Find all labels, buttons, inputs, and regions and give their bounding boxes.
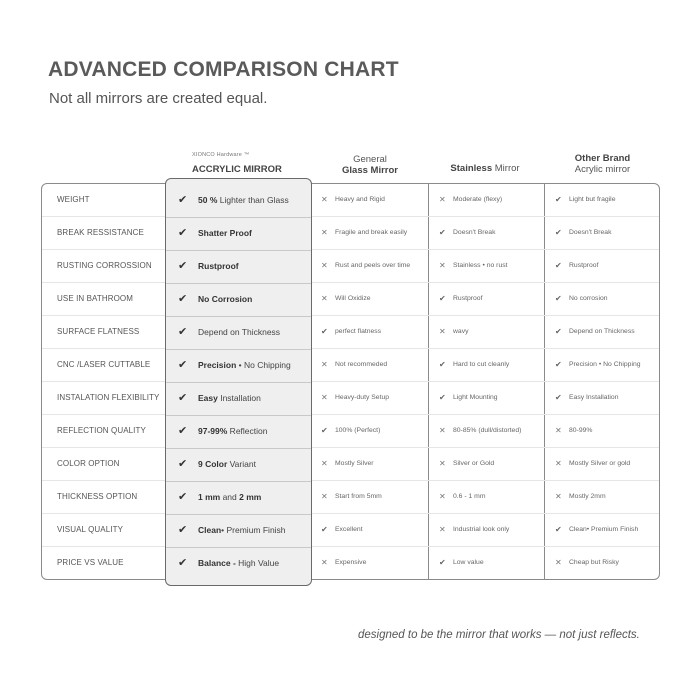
- check-icon: ✔: [178, 524, 188, 536]
- cross-icon: ✕: [555, 558, 562, 567]
- acrylic-cell-text: Depend on Thickness: [198, 326, 281, 337]
- glass-cell-text: perfect flatness: [335, 328, 382, 335]
- other-cell-text: Light but fragile: [569, 196, 616, 203]
- check-icon: ✔: [321, 426, 328, 435]
- acrylic-cell-bold: Precision: [198, 359, 237, 370]
- check-icon: ✔: [178, 491, 188, 503]
- glass-cell-text: Mostly Silver: [335, 460, 374, 467]
- stainless-cell: [439, 513, 509, 546]
- row-label: CNC /LASER CUTTABLE: [57, 360, 151, 369]
- stainless-header-bold: Stainless: [450, 163, 493, 174]
- acrylic-cell-text: • Premium Finish: [221, 524, 286, 535]
- glass-header-line1: General: [353, 154, 387, 165]
- acrylic-cell: [178, 381, 261, 414]
- cross-icon: ✕: [321, 294, 328, 303]
- acrylic-cell-text: Variant: [227, 458, 256, 469]
- stainless-cell: [439, 414, 521, 447]
- stainless-cell-text: Silver or Gold: [453, 460, 495, 467]
- stainless-cell: [439, 447, 494, 480]
- other-cell: [555, 249, 598, 282]
- check-icon: ✔: [555, 195, 562, 204]
- acrylic-cell-text: Reflection: [227, 425, 268, 436]
- cross-icon: ✕: [321, 558, 328, 567]
- glass-cell: [321, 282, 371, 315]
- acrylic-cell-bold: Balance -: [198, 557, 236, 568]
- cross-icon: ✕: [439, 327, 446, 336]
- check-icon: ✔: [178, 557, 188, 569]
- row-label: INSTALATION FLEXIBILITY: [57, 393, 160, 402]
- check-icon: ✔: [439, 360, 446, 369]
- acrylic-cell-bold: No Corrosion: [198, 293, 253, 304]
- acrylic-cell-text: Lighter than Glass: [217, 194, 289, 205]
- other-cell: [555, 183, 615, 216]
- column-header-stainless: [430, 163, 540, 174]
- cross-icon: ✕: [321, 261, 328, 270]
- cross-icon: ✕: [321, 228, 328, 237]
- cross-icon: ✕: [439, 492, 446, 501]
- row-label: PRICE VS VALUE: [57, 558, 124, 567]
- cross-icon: ✕: [555, 459, 562, 468]
- other-cell: [555, 546, 619, 579]
- row-label: WEIGHT: [57, 195, 90, 204]
- stainless-cell: [439, 315, 469, 348]
- acrylic-cell-bold: Shatter Proof: [198, 227, 252, 238]
- other-cell-text: Depend on Thickness: [569, 328, 635, 335]
- stainless-cell-text: Industrial look only: [453, 526, 510, 533]
- other-cell: [555, 348, 641, 381]
- acrylic-cell: [178, 249, 239, 282]
- check-icon: ✔: [555, 393, 562, 402]
- check-icon: ✔: [439, 558, 446, 567]
- glass-cell: [321, 348, 387, 381]
- acrylic-cell: [178, 282, 252, 315]
- cross-icon: ✕: [439, 195, 446, 204]
- cross-icon: ✕: [439, 525, 446, 534]
- row-label: COLOR OPTION: [57, 459, 120, 468]
- cross-icon: ✕: [321, 492, 328, 501]
- glass-cell-text: Heavy-duty Setup: [335, 394, 390, 401]
- check-icon: ✔: [439, 294, 446, 303]
- acrylic-cell: [178, 315, 280, 348]
- stainless-cell-text: Light Mounting: [453, 394, 498, 401]
- other-cell-text: Clean• Premium Finish: [569, 526, 639, 533]
- glass-cell-text: Will Oxidize: [335, 295, 371, 302]
- row-label: USE IN BATHROOM: [57, 294, 134, 303]
- check-icon: ✔: [439, 393, 446, 402]
- check-icon: ✔: [321, 327, 328, 336]
- row-label: RUSTING CORROSSION: [57, 261, 152, 270]
- row-label: THICKNESS OPTION: [57, 492, 138, 501]
- check-icon: ✔: [555, 228, 562, 237]
- cross-icon: ✕: [555, 426, 562, 435]
- row-label: REFLECTION QUALITY: [57, 426, 146, 435]
- cross-icon: ✕: [555, 492, 562, 501]
- other-cell-text: Cheap but Risky: [569, 559, 619, 566]
- stainless-cell: [439, 249, 508, 282]
- cross-icon: ✕: [321, 195, 328, 204]
- stainless-cell-text: Low value: [453, 559, 484, 566]
- acrylic-cell: [178, 183, 289, 216]
- row-label: SURFACE FLATNESS: [57, 327, 140, 336]
- acrylic-cell-text: and: [220, 491, 240, 502]
- acrylic-cell-text: • No Chipping: [236, 359, 291, 370]
- stainless-header-rest: Mirror: [492, 163, 520, 174]
- check-icon: ✔: [555, 294, 562, 303]
- other-cell: [555, 513, 638, 546]
- glass-cell: [321, 414, 380, 447]
- other-cell-text: No corrosion: [569, 295, 608, 302]
- acrylic-cell: [178, 546, 279, 579]
- stainless-cell-text: 80-85% (dull/distorted): [453, 427, 522, 434]
- acrylic-cell: [178, 348, 291, 381]
- check-icon: ✔: [178, 260, 188, 272]
- acrylic-cell: [178, 447, 256, 480]
- other-cell: [555, 414, 592, 447]
- acrylic-header-title: ACCRYLIC MIRROR: [192, 164, 282, 175]
- glass-cell: [321, 513, 363, 546]
- other-cell-text: 80-99%: [569, 427, 593, 434]
- other-cell: [555, 381, 619, 414]
- acrylic-cell-bold: 97-99%: [198, 425, 228, 436]
- check-icon: ✔: [178, 227, 188, 239]
- stainless-cell-text: Stainless • no rust: [453, 262, 508, 269]
- other-cell: [555, 315, 635, 348]
- cross-icon: ✕: [321, 459, 328, 468]
- stainless-cell-text: wavy: [453, 328, 469, 335]
- other-cell-text: Doesn't Break: [569, 229, 612, 236]
- stainless-cell: [439, 546, 484, 579]
- check-icon: ✔: [178, 194, 188, 206]
- cross-icon: ✕: [321, 360, 328, 369]
- glass-cell: [321, 381, 389, 414]
- cross-icon: ✕: [439, 261, 446, 270]
- page-subtitle: Not all mirrors are created equal.: [49, 90, 268, 107]
- check-icon: ✔: [178, 458, 188, 470]
- stainless-cell: [439, 348, 509, 381]
- other-cell-text: Mostly 2mm: [569, 493, 606, 500]
- other-cell: [555, 282, 608, 315]
- glass-cell-text: Rust and peels over time: [335, 262, 411, 269]
- stainless-cell: [439, 216, 495, 249]
- other-cell: [555, 480, 606, 513]
- check-icon: ✔: [178, 425, 188, 437]
- glass-cell: [321, 249, 410, 282]
- glass-cell-text: Start from 5mm: [335, 493, 382, 500]
- check-icon: ✔: [555, 360, 562, 369]
- stainless-cell-text: Hard to cut cleanly: [453, 361, 510, 368]
- column-header-glass: [315, 154, 425, 176]
- check-icon: ✔: [178, 392, 188, 404]
- glass-cell-text: 100% (Perfect): [335, 427, 381, 434]
- acrylic-cell-text: High Value: [235, 557, 280, 568]
- other-cell-text: Easy Installation: [569, 394, 619, 401]
- glass-cell: [321, 546, 366, 579]
- glass-cell: [321, 480, 382, 513]
- check-icon: ✔: [555, 261, 562, 270]
- acrylic-cell-text: Installation: [217, 392, 261, 403]
- other-header-line2: Acrylic mirror: [574, 164, 631, 175]
- cross-icon: ✕: [321, 393, 328, 402]
- other-cell-text: Mostly Silver or gold: [569, 460, 631, 467]
- check-icon: ✔: [439, 228, 446, 237]
- acrylic-cell-bold: Easy: [198, 392, 218, 403]
- glass-cell: [321, 183, 385, 216]
- glass-cell-text: Expensive: [335, 559, 367, 566]
- glass-cell: [321, 315, 381, 348]
- acrylic-cell: [178, 414, 267, 447]
- check-icon: ✔: [178, 326, 188, 338]
- other-cell: [555, 216, 611, 249]
- glass-cell-text: Not recommeded: [335, 361, 388, 368]
- glass-cell-text: Fragile and break easily: [335, 229, 408, 236]
- row-label: VISUAL QUALITY: [57, 525, 124, 534]
- stainless-cell-text: Rustproof: [453, 295, 483, 302]
- other-cell: [555, 447, 630, 480]
- row-label: BREAK RESSISTANCE: [57, 228, 144, 237]
- acrylic-cell: [178, 216, 252, 249]
- check-icon: ✔: [178, 293, 188, 305]
- acrylic-cell: [178, 480, 261, 513]
- check-icon: ✔: [178, 359, 188, 371]
- acrylic-cell-bold: 1 mm: [198, 491, 221, 502]
- stainless-cell-text: 0.6 - 1 mm: [453, 493, 486, 500]
- acrylic-cell-bold: 9 Color: [198, 458, 228, 469]
- glass-cell-text: Heavy and Rigid: [335, 196, 385, 203]
- other-cell-text: Rustproof: [569, 262, 599, 269]
- glass-cell-text: Excellent: [335, 526, 363, 533]
- glass-cell: [321, 447, 374, 480]
- other-cell-text: Precision • No Chipping: [569, 361, 641, 368]
- acrylic-cell-bold: Clean: [198, 524, 222, 535]
- acrylic-cell-bold: 50 %: [198, 194, 218, 205]
- cross-icon: ✕: [439, 459, 446, 468]
- acrylic-cell: [178, 513, 286, 546]
- column-header-other-brand: [545, 153, 660, 175]
- other-header-line1: Other Brand: [574, 153, 631, 164]
- stainless-cell: [439, 480, 485, 513]
- page-title: ADVANCED COMPARISON CHART: [48, 58, 399, 81]
- stainless-cell-text: Doesn't Break: [453, 229, 496, 236]
- footer-tagline: designed to be the mirror that works — not just reflects.: [358, 629, 640, 641]
- check-icon: ✔: [555, 525, 562, 534]
- stainless-cell: [439, 183, 502, 216]
- glass-header-line2: Glass Mirror: [342, 165, 398, 176]
- acrylic-cell-bold: 2 mm: [239, 491, 262, 502]
- brand-label: XIONCO Hardware ™: [192, 152, 250, 158]
- stainless-cell-text: Moderate (flexy): [453, 196, 503, 203]
- check-icon: ✔: [555, 327, 562, 336]
- check-icon: ✔: [321, 525, 328, 534]
- stainless-cell: [439, 381, 498, 414]
- acrylic-cell-bold: Rustproof: [198, 260, 239, 271]
- stainless-cell: [439, 282, 482, 315]
- glass-cell: [321, 216, 407, 249]
- column-header-acrylic: [168, 150, 310, 175]
- cross-icon: ✕: [439, 426, 446, 435]
